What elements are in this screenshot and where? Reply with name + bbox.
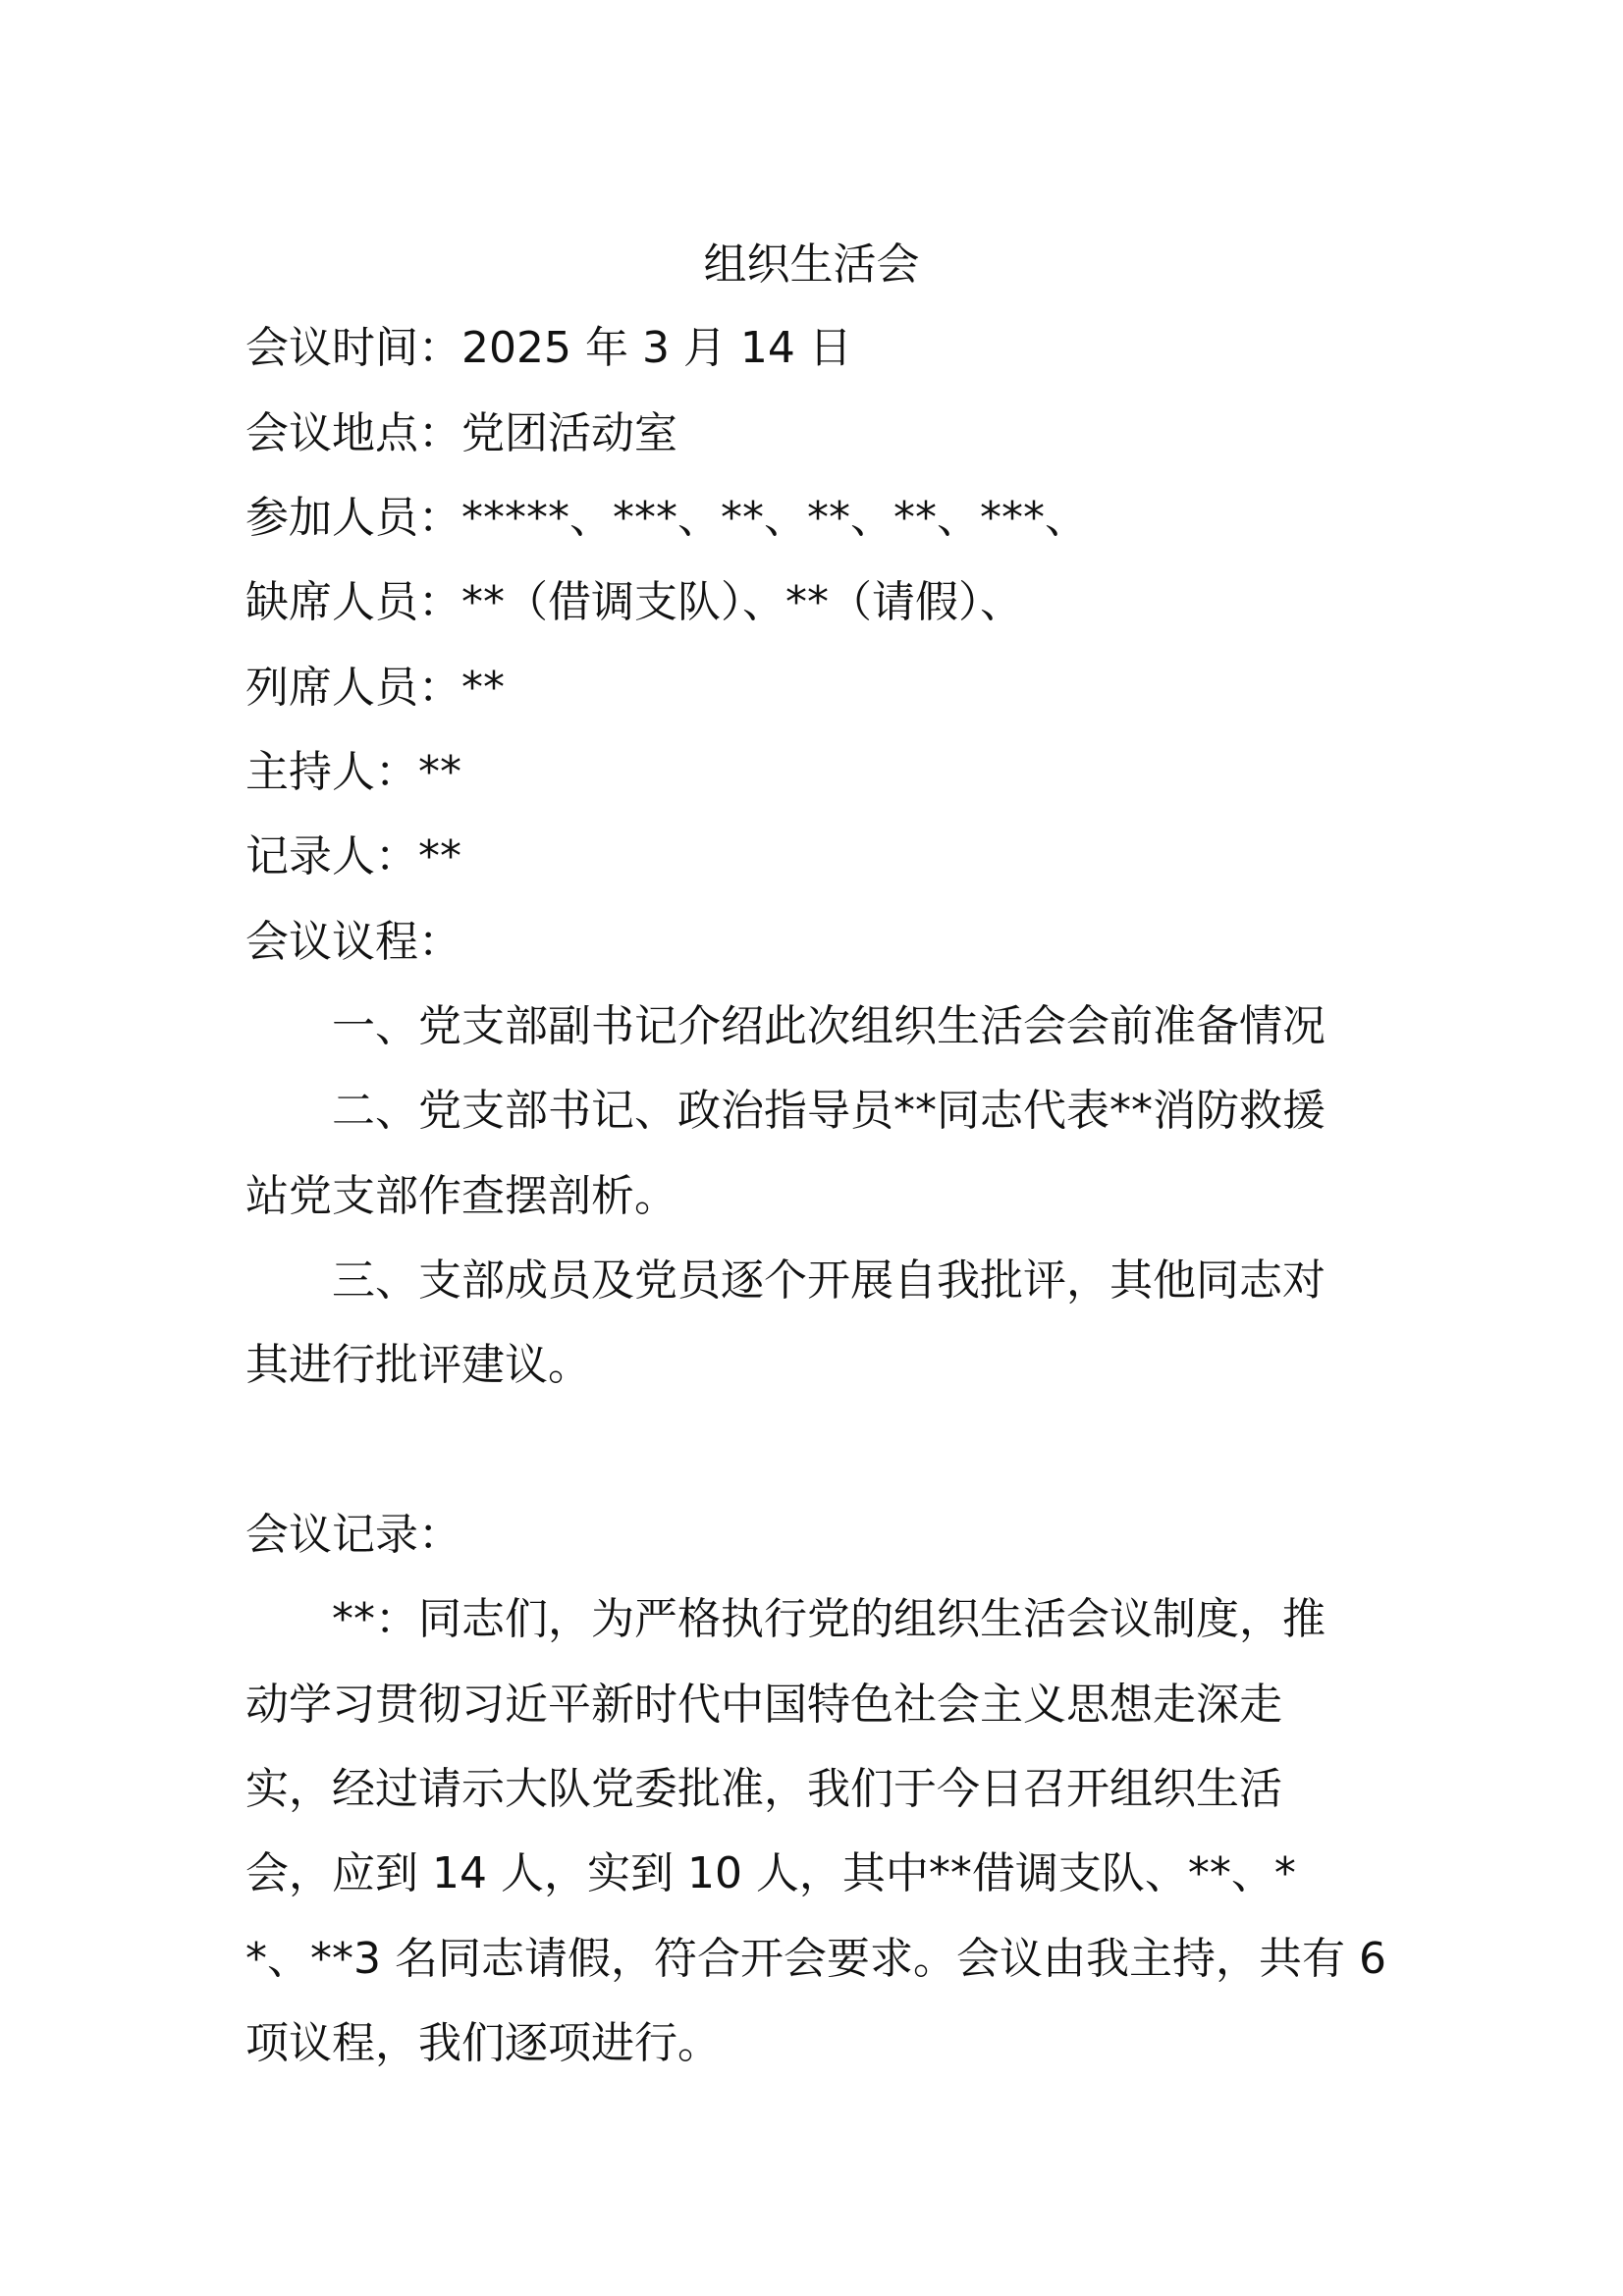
agenda-item-1: 一、党支部副书记介绍此次组织生活会会前准备情况 [332,1001,1325,1051]
record-heading: 会议记录： [245,1510,461,1560]
agenda-item-3: 三、支部成员及党员逐个开展自我批评，其他同志对 [332,1255,1325,1306]
record-paragraph-line: 实，经过请示大队党委批准，我们于今日召开组织生活 [245,1764,1282,1814]
record-paragraph-line: 动学习贯彻习近平新时代中国特色社会主义思想走深走 [245,1680,1282,1730]
record-paragraph-line: 会，应到 14 人，实到 10 人，其中**借调支队、**、* [245,1848,1296,1898]
recorder: 记录人：** [245,831,461,881]
agenda-item-2: 二、党支部书记、政治指导员**同志代表**消防救援 [332,1086,1325,1136]
record-paragraph-line: *、**3 名同志请假，符合开会要求。会议由我主持，共有 6 [245,1934,1386,1984]
attendees: 参加人员：*****、***、**、**、**、***、 [245,493,1088,543]
agenda-heading: 会议议程： [245,917,461,967]
host: 主持人：** [245,747,461,797]
meeting-location: 会议地点：党团活动室 [245,408,677,458]
observers: 列席人员：** [245,663,505,713]
document-title: 组织生活会 [703,240,920,290]
record-paragraph-line: 项议程，我们逐项进行。 [245,2018,721,2068]
agenda-item-2-continued: 站党支部作查摆剖析。 [245,1171,677,1221]
agenda-item-3-continued: 其进行批评建议。 [245,1340,591,1390]
absentees: 缺席人员：**（借调支队）、**（请假）、 [245,577,1023,627]
record-paragraph-line: **：同志们，为严格执行党的组织生活会议制度，推 [332,1594,1325,1644]
meeting-time: 会议时间：2025 年 3 月 14 日 [245,323,852,373]
